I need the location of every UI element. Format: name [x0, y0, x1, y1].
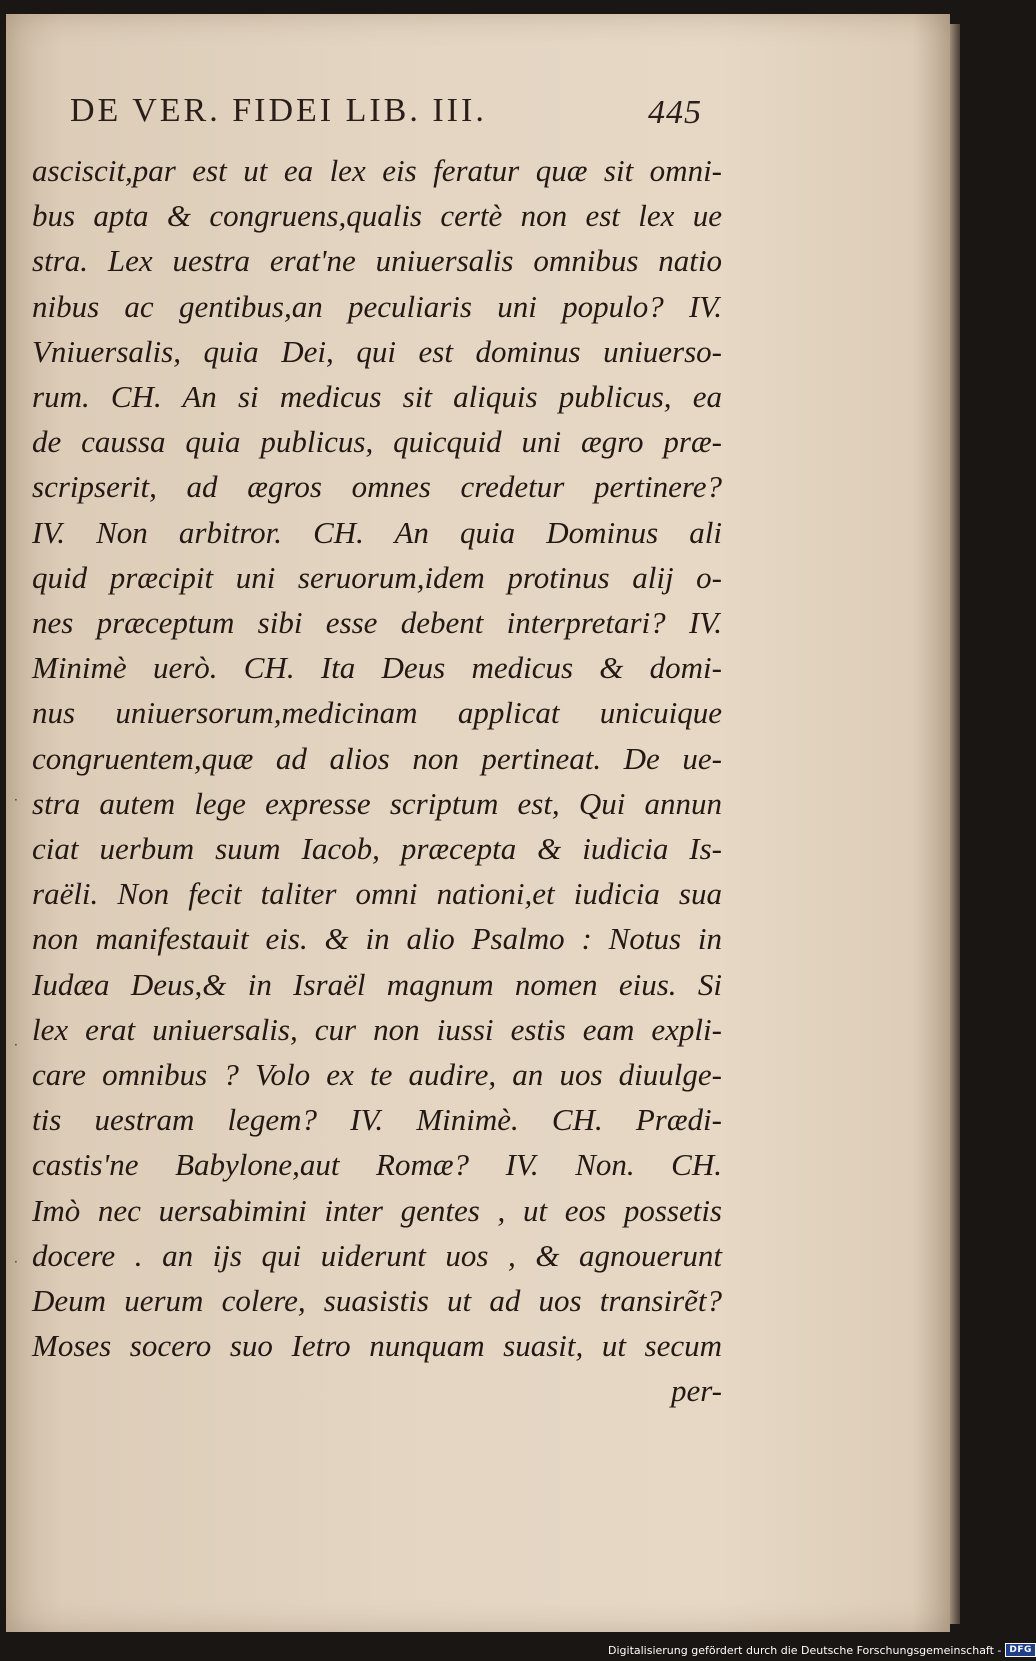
text-line: lex erat uniuersalis, cur non iussi estis eam expli- — [32, 1011, 722, 1047]
text-line: de caussa quia publicus, quicquid uni ægro præ- — [32, 424, 722, 460]
text-line: docere . an ijs qui uiderunt uos , & agnouerunt — [32, 1237, 722, 1273]
text-line: Moses socero suo Ietro nunquam suasit, ut secum — [32, 1328, 722, 1364]
page-edge — [950, 24, 960, 1624]
digitization-footer — [608, 1642, 1036, 1658]
text-line: Iudæa Deus,& in Israël magnum nomen eius. Si — [32, 966, 722, 1002]
text-line: stra. Lex uestra erat'ne uniuersalis omnibus natio — [32, 243, 722, 279]
text-line: Vniuersalis, quia Dei, qui est dominus uniuerso- — [32, 333, 722, 369]
footer-text: Digitalisierung gefördert durch die Deutsche Forschungsgemeinschaft - — [608, 1643, 1002, 1657]
body-text — [32, 148, 722, 1414]
running-title: DE VER. FIDEI LIB. III. — [70, 92, 487, 129]
margin-mark: · — [14, 1255, 18, 1269]
text-line: stra autem lege expresse scriptum est, Qui annun — [32, 785, 722, 821]
dfg-logo-icon: DFG — [1005, 1643, 1036, 1657]
text-line: nus uniuersorum,medicinam applicat unicuique — [32, 695, 722, 731]
text-line: scripserit, ad ægros omnes credetur pertinere? — [32, 469, 722, 505]
text-line: castis'ne Babylone,aut Romæ? IV. Non. CH. — [32, 1147, 722, 1183]
running-header — [70, 92, 730, 130]
text-line: non manifestauit eis. & in alio Psalmo : Notus in — [32, 921, 722, 957]
text-line: bus apta & congruens,qualis certè non est lex ue — [32, 198, 722, 234]
text-line: care omnibus ? Volo ex te audire, an uos diuulge- — [32, 1057, 722, 1093]
text-line: ciat uerbum suum Iacob, præcepta & iudicia Is- — [32, 831, 722, 867]
text-line: quid præcipit uni seruorum,idem protinus alij o- — [32, 559, 722, 595]
text-line: Deum uerum colere, suasistis ut ad uos transirẽt? — [32, 1283, 722, 1319]
text-line: nibus ac gentibus,an peculiaris uni populo? IV. — [32, 288, 722, 324]
text-line: Imò nec uersabimini inter gentes , ut eos possetis — [32, 1192, 722, 1228]
page-number: 445 — [648, 94, 702, 131]
text-line: Minimè uerò. CH. Ita Deus medicus & domi- — [32, 650, 722, 686]
text-line: rum. CH. An si medicus sit aliquis publicus, ea — [32, 379, 722, 415]
text-line: IV. Non arbitror. CH. An quia Dominus ali — [32, 514, 722, 550]
text-line: asciscit,par est ut ea lex eis feratur quæ sit omni- — [32, 153, 722, 188]
margin-mark: · — [14, 1038, 18, 1052]
margin-mark: · — [14, 793, 18, 807]
text-line: tis uestram legem? IV. Minimè. CH. Prædi- — [32, 1102, 722, 1138]
text-line: nes præceptum sibi esse debent interpretari? IV. — [32, 605, 722, 641]
text-line: raëli. Non fecit taliter omni nationi,et iudicia sua — [32, 876, 722, 912]
text-line: congruentem,quæ ad alios non pertineat. De ue- — [32, 740, 722, 776]
catchword: per- — [670, 1373, 722, 1409]
